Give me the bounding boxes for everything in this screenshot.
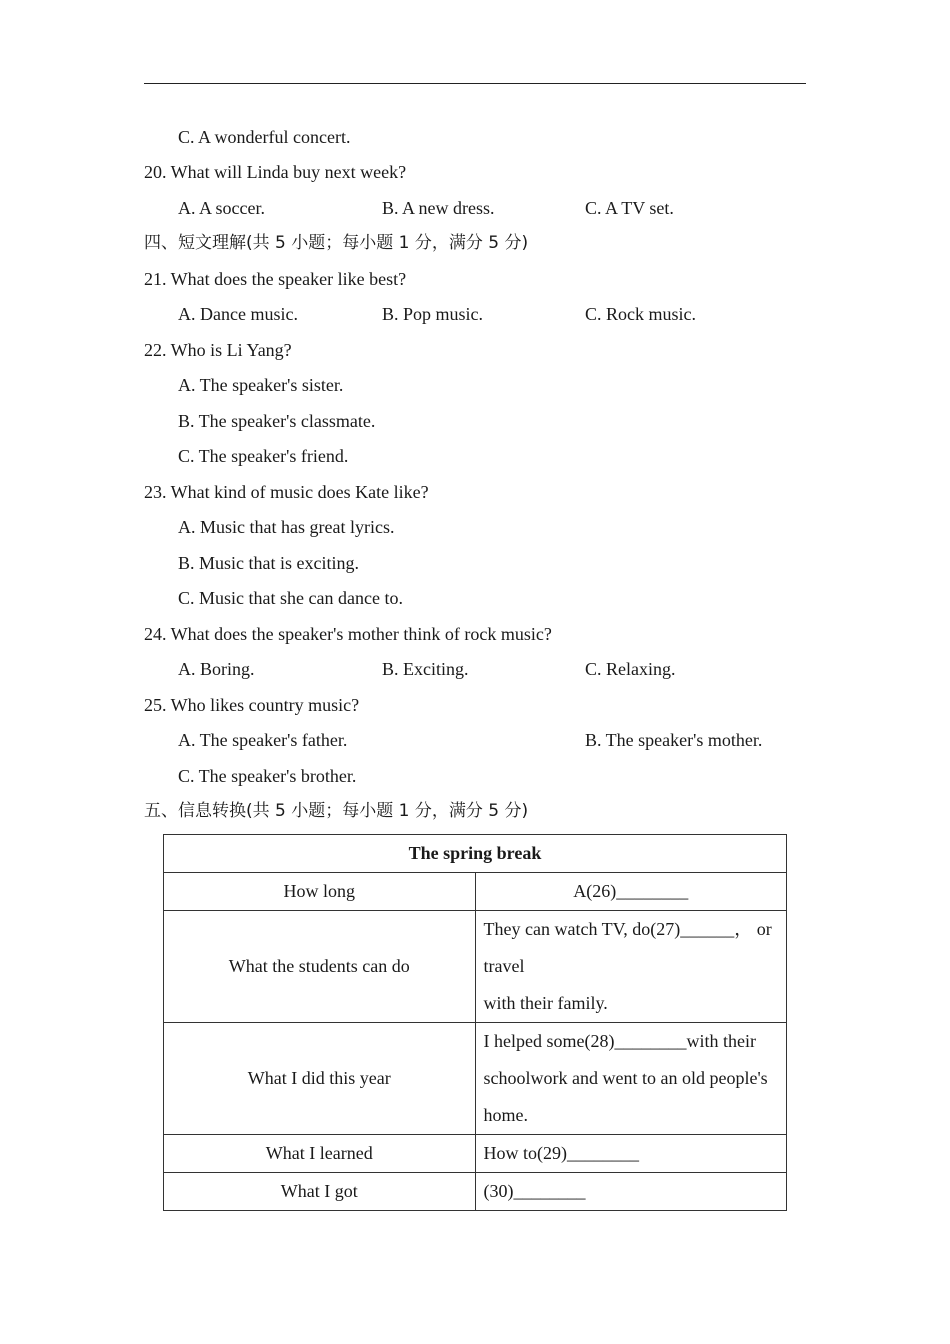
row-label-how-long: How long (164, 873, 476, 911)
q23-option-c: C. Music that she can dance to. (178, 588, 403, 608)
row-label-what-i-did: What I did this year (164, 1023, 476, 1135)
q23-question: 23. What kind of music does Kate like? (144, 482, 429, 502)
table-row (164, 1173, 787, 1211)
answer-blank-30: (30)________ (475, 1173, 787, 1211)
q20-question: 20. What will Linda buy next week? (144, 162, 407, 182)
table-row (164, 1135, 787, 1173)
q25-option-c: C. The speaker's brother. (178, 766, 357, 786)
q21-question: 21. What does the speaker like best? (144, 269, 407, 289)
q23-option-b: B. Music that is exciting. (178, 553, 359, 573)
q21-option-b: B. Pop music. (382, 304, 484, 324)
answer-line-28a: I helped some(28)________with their (483, 1031, 756, 1051)
q21-option-a: A. Dance music. (178, 304, 298, 324)
answer-line-27a: They can watch TV, do(27)______， or travel (483, 919, 772, 976)
row-content-27 (475, 911, 787, 1023)
header-rule (144, 83, 806, 84)
row-label-what-i-learned: What I learned (164, 1135, 476, 1173)
q23-option-a: A. Music that has great lyrics. (178, 517, 395, 537)
section5-heading: 五、信息转换(共 5 小题；每小题 1 分，满分 5 分) (144, 801, 529, 821)
answer-line-27b: with their family. (483, 993, 608, 1013)
row-content-28 (475, 1023, 787, 1135)
q24-question: 24. What does the speaker's mother think of rock music? (144, 624, 552, 644)
table-title: The spring break (164, 835, 787, 873)
row-label-what-i-got: What I got (164, 1173, 476, 1211)
q25-option-b: B. The speaker's mother. (585, 730, 763, 750)
q19-option-c: C. A wonderful concert. (178, 127, 351, 147)
q21-option-c: C. Rock music. (585, 304, 696, 324)
q20-option-a: A. A soccer. (178, 198, 265, 218)
q22-option-c: C. The speaker's friend. (178, 446, 349, 466)
q24-option-c: C. Relaxing. (585, 659, 676, 679)
q22-question: 22. Who is Li Yang? (144, 340, 292, 360)
q25-option-a: A. The speaker's father. (178, 730, 348, 750)
q22-option-b: B. The speaker's classmate. (178, 411, 376, 431)
q25-question: 25. Who likes country music? (144, 695, 360, 715)
table-row (164, 911, 787, 1023)
answer-blank-26: A(26)________ (475, 873, 787, 911)
spring-break-table (163, 834, 787, 1211)
q22-option-a: A. The speaker's sister. (178, 375, 344, 395)
answer-blank-29: How to(29)________ (475, 1135, 787, 1173)
q20-option-c: C. A TV set. (585, 198, 674, 218)
section4-heading: 四、短文理解(共 5 小题；每小题 1 分，满分 5 分) (144, 233, 529, 253)
row-label-what-students-can-do: What the students can do (164, 911, 476, 1023)
q24-option-b: B. Exciting. (382, 659, 469, 679)
q24-option-a: A. Boring. (178, 659, 255, 679)
answer-line-28b: schoolwork and went to an old people's home. (483, 1068, 768, 1125)
table-row (164, 873, 787, 911)
table-row (164, 1023, 787, 1135)
q20-option-b: B. A new dress. (382, 198, 495, 218)
